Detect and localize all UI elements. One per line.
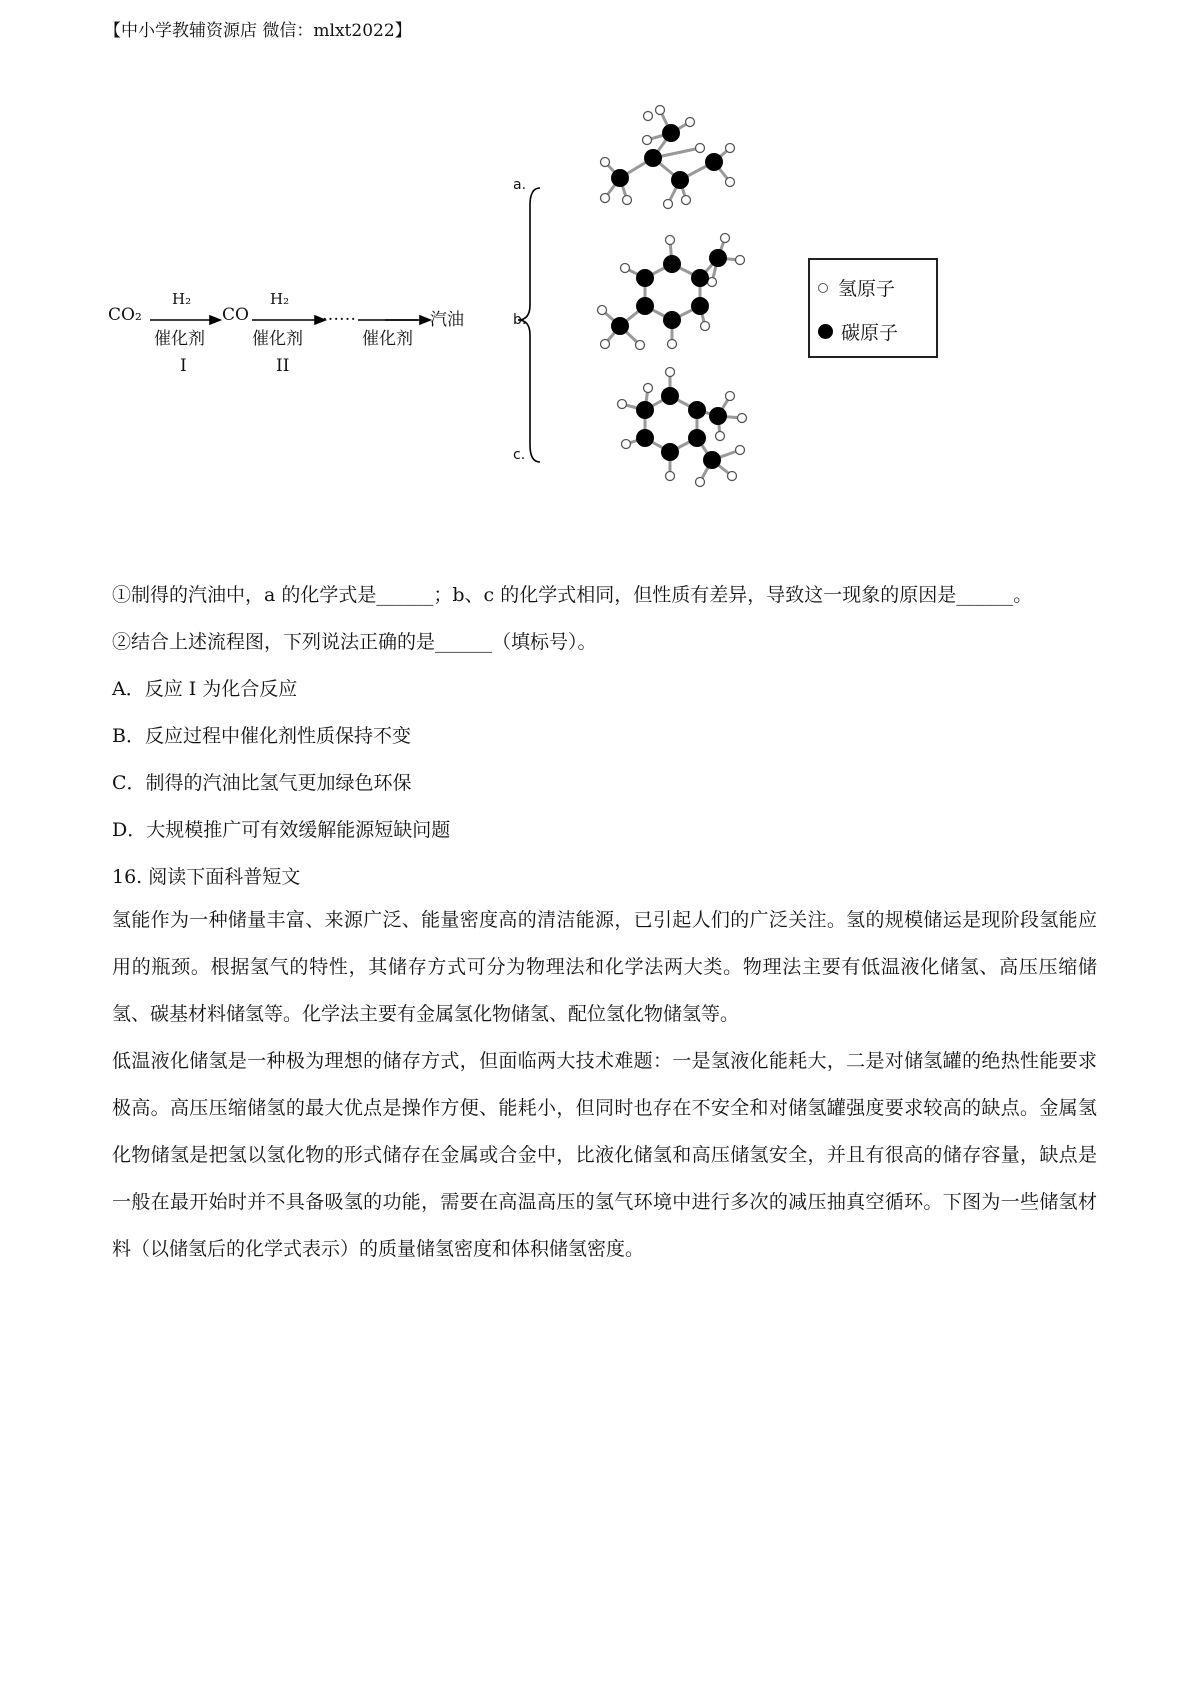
hydrogen-atom — [696, 478, 705, 487]
hydrogen-atom — [656, 106, 665, 115]
hydrogen-atom — [726, 392, 735, 401]
carbon-atom — [663, 311, 681, 329]
hydrogen-atom — [644, 112, 653, 121]
question-16-title: 16. 阅读下面科普短文 — [112, 866, 301, 888]
h2-label-2: H₂ — [270, 290, 290, 308]
hydrogen-atom — [623, 196, 632, 205]
catalyst-label-3: 催化剂 — [362, 329, 413, 349]
carbon-atom — [611, 317, 629, 335]
carbon-atom — [662, 124, 680, 142]
carbon-atom — [661, 387, 679, 405]
carbon-atom — [661, 443, 679, 461]
hydrogen-atom — [666, 236, 675, 245]
hydrogen-atom — [636, 341, 645, 350]
hydrogen-atom-icon — [818, 283, 828, 293]
product-label: 汽油 — [430, 310, 464, 330]
paragraph-1: 氢能作为一种储量丰富、来源广泛、能量密度高的清洁能源，已引起人们的广泛关注。氢的规模储运是现阶段氢能应用的瓶颈。根据氢气的特性，其储存方式可分为物理法和化学法两大类。物理法主要有低温液化储氢、高压压缩储氢、碳基材料储氢等。化学法主要有金属氢化物储氢、配位氢化物储氢等。 — [112, 909, 1097, 1025]
molecule-b — [598, 234, 745, 350]
carbon-atom — [644, 149, 662, 167]
carbon-atom — [671, 171, 689, 189]
hydrogen-atom — [601, 158, 610, 167]
carbon-atom — [705, 153, 723, 171]
option-d: D．大规模推广可有效缓解能源短缺问题 — [112, 819, 451, 841]
arrow-3-head — [420, 316, 430, 324]
hydrogen-atom — [598, 306, 607, 315]
roman-label-2: II — [276, 356, 290, 376]
hydrogen-atom — [716, 432, 725, 441]
hydrogen-atom — [666, 472, 675, 481]
carbon-atom — [691, 269, 709, 287]
carbon-atom — [703, 451, 721, 469]
arrow-1-head — [210, 316, 220, 324]
hydrogen-atom — [644, 384, 653, 393]
carbon-atom — [691, 297, 709, 315]
hydrogen-atom — [601, 194, 610, 203]
hydrogen-atom — [601, 340, 610, 349]
hydrogen-atom — [726, 144, 735, 153]
hydrogen-atom — [736, 446, 745, 455]
hydrogen-atom — [736, 256, 745, 265]
carbon-atom — [636, 429, 654, 447]
co-label: CO — [222, 305, 249, 325]
hydrogen-atom — [618, 400, 627, 409]
source-header: 【中小学教辅资源店 微信：mlxt2022】 — [104, 21, 412, 41]
roman-label-1: I — [180, 356, 187, 376]
option-a: A．反应 I 为化合反应 — [112, 678, 298, 700]
hydrogen-atom — [726, 178, 735, 187]
carbon-atom — [709, 249, 727, 267]
molecule-a — [601, 106, 735, 209]
molecule-c — [618, 368, 747, 487]
carbon-atom — [688, 401, 706, 419]
legend-carbon: 碳原子 — [818, 318, 898, 345]
hydrogen-atom — [666, 368, 675, 377]
hydrogen-atom — [738, 414, 747, 423]
hydrogen-atom — [686, 118, 695, 127]
catalyst-label-1: 催化剂 — [154, 329, 205, 349]
carbon-atom-icon — [818, 324, 833, 339]
carbon-atom — [636, 297, 654, 315]
carbon-atom — [636, 269, 654, 287]
hydrogen-atom — [643, 136, 652, 145]
molecule-b-label: b. — [513, 312, 527, 328]
co2-label: CO₂ — [108, 305, 142, 325]
question-1: ①制得的汽油中，a 的化学式是______；b、c 的化学式相同，但性质有差异，导致这一现象的原因是______。 — [112, 584, 1033, 606]
hydrogen-atom — [701, 322, 710, 331]
carbon-atom — [636, 401, 654, 419]
hydrogen-atom — [668, 340, 677, 349]
molecule-c-label: c. — [513, 447, 526, 463]
hydrogen-atom — [621, 264, 630, 273]
hydrogen-atom — [728, 472, 737, 481]
carbon-atom — [611, 169, 629, 187]
hydrogen-atom — [696, 144, 705, 153]
option-b: B．反应过程中催化剂性质保持不变 — [112, 725, 411, 747]
hydrogen-atom — [622, 440, 631, 449]
hydrogen-atom — [721, 234, 730, 243]
molecule-a-label: a. — [513, 177, 527, 193]
atom-legend — [808, 258, 938, 358]
carbon-atom — [663, 255, 681, 273]
option-c: C．制得的汽油比氢气更加绿色环保 — [112, 772, 412, 794]
carbon-atom — [688, 429, 706, 447]
hydrogen-atom — [664, 200, 673, 209]
question-2: ②结合上述流程图，下列说法正确的是______（填标号）。 — [112, 631, 597, 653]
carbon-atom — [709, 407, 727, 425]
catalyst-label-2: 催化剂 — [252, 329, 303, 349]
paragraph-2: 低温液化储氢是一种极为理想的储存方式，但面临两大技术难题：一是氢液化能耗大，二是对储氢罐的绝热性能要求极高。高压压缩储氢的最大优点是操作方便、能耗小，但同时也存在不安全和对储氢罐强度要求较高的缺点。金属氢化物储氢是把氢以氢化物的形式储存在金属或合金中，比液化储氢和高压储氢安全，并且有很高的储存容量，缺点是一般在最开始时并不具备吸氢的功能，需要在高温高压的氢气环境中进行多次的减压抽真空循环。下图为一些储氢材料（以储氢后的化学式表示）的质量储氢密度和体积储氢密度。 — [112, 1050, 1097, 1260]
h2-label-1: H₂ — [172, 290, 192, 308]
legend-hydrogen: 氢原子 — [818, 274, 895, 301]
ellipsis-label: …… — [322, 305, 356, 325]
hydrogen-atom — [682, 196, 691, 205]
